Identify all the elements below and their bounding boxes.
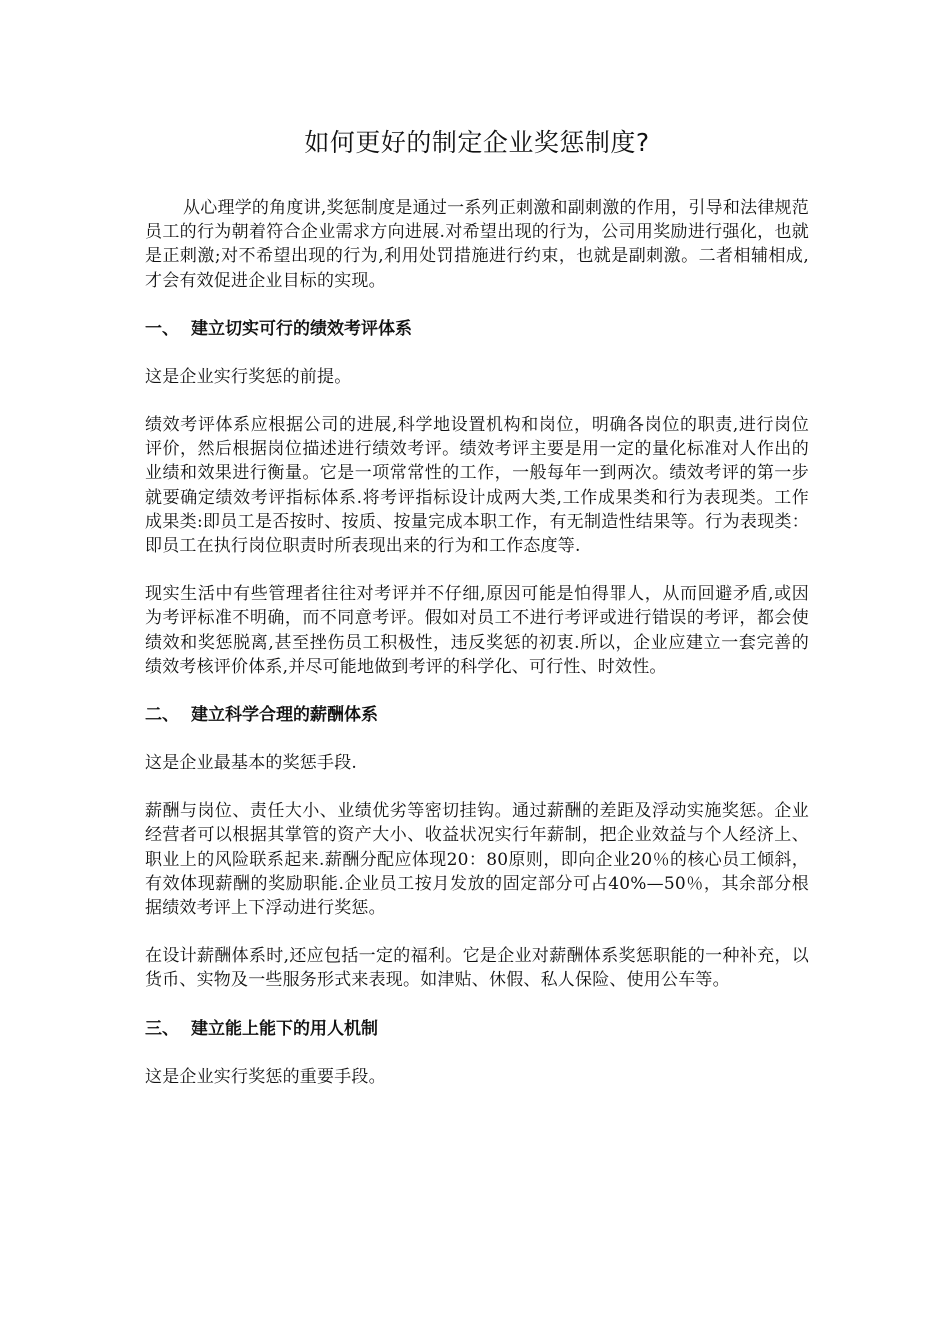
- section-paragraph: 这是企业实行奖惩的重要手段。: [145, 1066, 386, 1087]
- paragraph-spacer: [145, 341, 809, 365]
- section-paragraph: 绩效考评体系应根据公司的进展,科学地设置机构和岗位，明确各岗位的职责,进行岗位评价，然后根据岗位描述进行绩效考评。绩效考评主要是用一定的量化标准对人作出的业绩和效果进行衡量。它是一项常常性的工作，一般每年一到两次。绩效考评的第一步就要确定绩效考评指标体系.将考评指标设计成两大类,工作成果类和行为表现类。工作成果类:即员工是否按时、按质、按量完成本职工作，有无制造性结果等。行为表现类：即员工在执行岗位职责时所表现出来的行为和工作态度等.: [145, 415, 809, 557]
- paragraph-spacer: [145, 558, 809, 582]
- section-1: [145, 317, 809, 703]
- paragraph-spacer: [145, 920, 809, 944]
- paragraph-spacer: [145, 775, 809, 799]
- section-heading-text: 建立切实可行的绩效考评体系: [191, 318, 412, 339]
- paragraph-spacer: [145, 389, 809, 413]
- section-paragraph: 在设计薪酬体系时,还应包括一定的福利。它是企业对薪酬体系奖惩职能的一种补充，以货币、实物及一些服务形式来表现。如津贴、休假、私人保险、使用公车等。: [145, 946, 809, 991]
- section-heading-text: 建立能上能下的用人机制: [191, 1018, 378, 1039]
- section-2: [145, 703, 809, 1017]
- section-paragraph: 这是企业实行奖惩的前提。: [145, 366, 352, 387]
- document-body: [145, 128, 809, 1089]
- section-heading: [145, 703, 809, 727]
- section-paragraph: 这是企业最基本的奖惩手段.: [145, 753, 358, 774]
- document-title: 如何更好的制定企业奖惩制度?: [304, 128, 650, 157]
- section-number: 二、: [145, 705, 179, 726]
- section-heading: [145, 317, 809, 341]
- section-3: [145, 1017, 809, 1089]
- section-heading: [145, 1017, 809, 1041]
- paragraph-spacer: [145, 293, 809, 317]
- paragraph-spacer: [145, 1041, 809, 1065]
- paragraph-spacer: [145, 727, 809, 751]
- section-heading-text: 建立科学合理的薪酬体系: [191, 705, 378, 726]
- section-paragraph: 现实生活中有些管理者往往对考评并不仔细,原因可能是怕得罪人，从而回避矛盾,或因为考评标准不明确，而不同意考评。假如对员工不进行考评或进行错误的考评，都会使绩效和奖惩脱离,甚至挫伤员工积极性，违反奖惩的初衷.所以，企业应建立一套完善的绩效考核评价体系,并尽可能地做到考评的科学化、可行性、时效性。: [145, 584, 809, 677]
- intro-paragraph: 从心理学的角度讲,奖惩制度是通过一系列正刺激和副刺激的作用，引导和法律规范员工的行为朝着符合企业需求方向进展.对希望出现的行为，公司用奖励进行强化，也就是正刺激;对不希望出现的行为,利用处罚措施进行约束，也就是副刺激。二者相辅相成,才会有效促进企业目标的实现。: [145, 198, 809, 291]
- section-number: 三、: [145, 1018, 179, 1039]
- paragraph-spacer: [145, 679, 809, 703]
- section-paragraph: 薪酬与岗位、责任大小、业绩优劣等密切挂钩。通过薪酬的差距及浮动实施奖惩。企业经营者可以根据其掌管的资产大小、收益状况实行年薪制，把企业效益与个人经济上、职业上的风险联系起来.薪酬分配应体现20：80原则，即向企业20％的核心员工倾斜，有效体现薪酬的奖励职能.企业员工按月发放的固定部分可占40%—50％，其余部分根据绩效考评上下浮动进行奖惩。: [145, 801, 809, 919]
- paragraph-spacer: [145, 993, 809, 1017]
- section-number: 一、: [145, 318, 179, 339]
